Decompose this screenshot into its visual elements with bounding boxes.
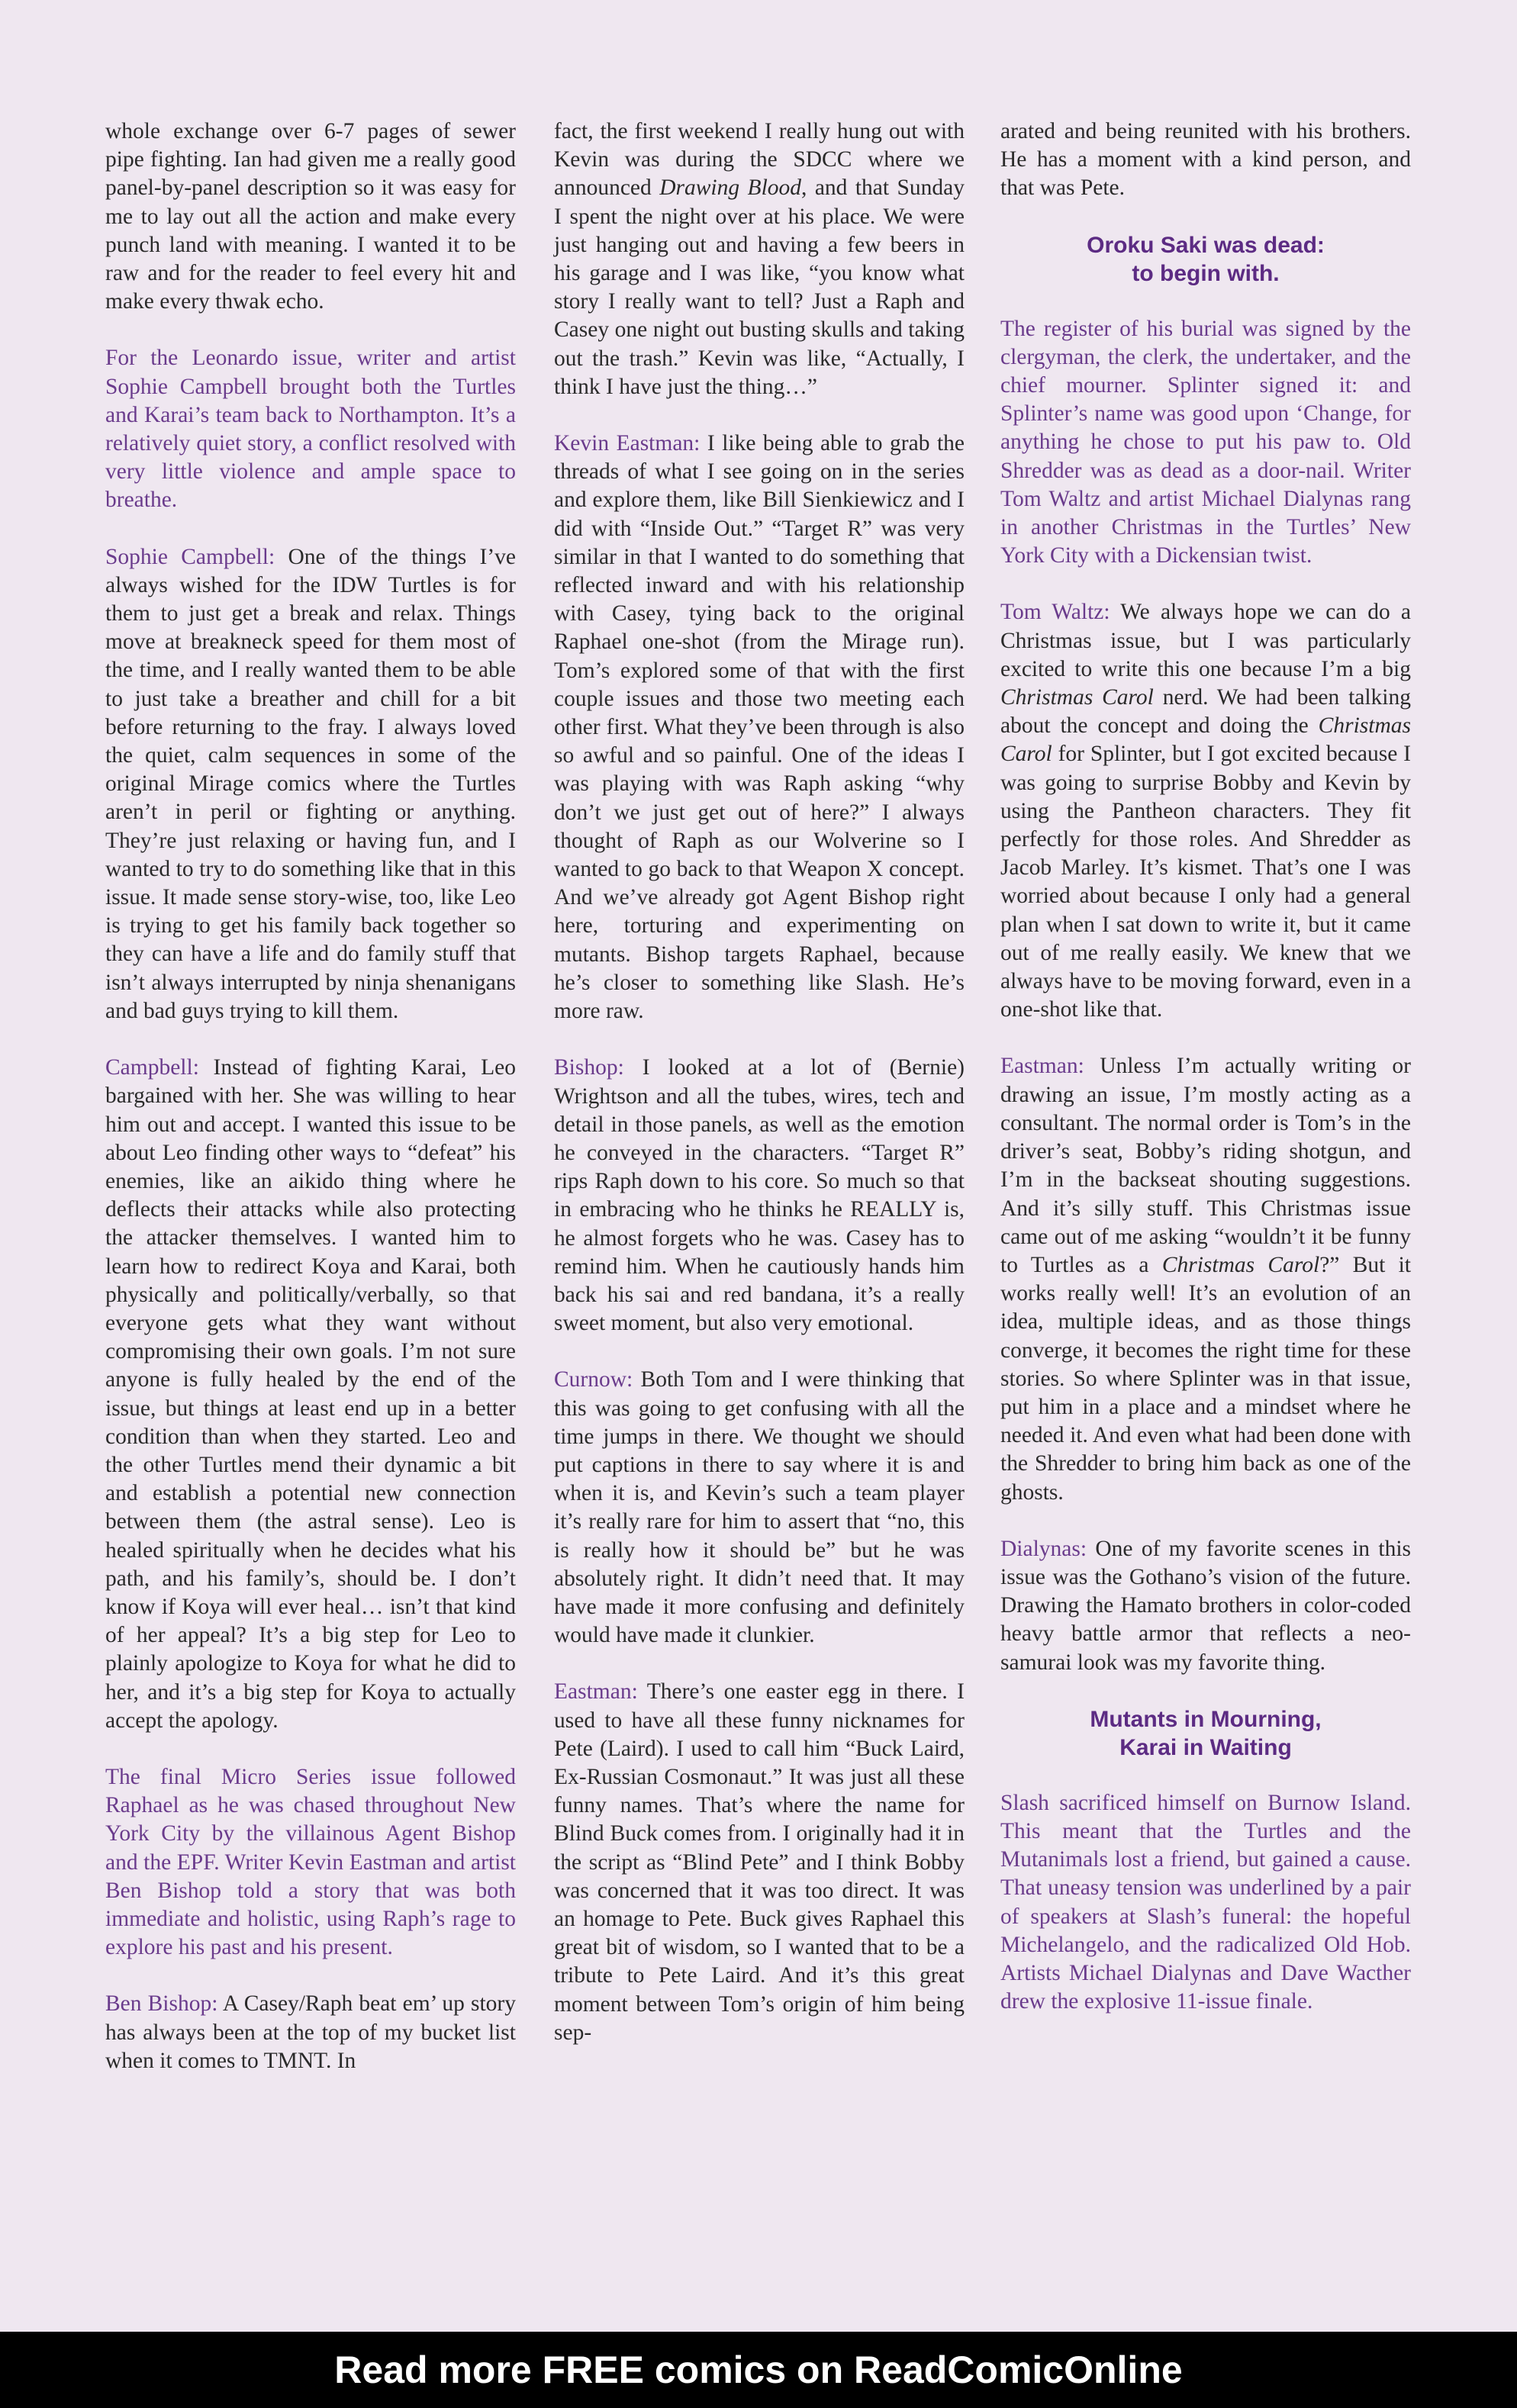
section-intro: Slash sacrificed himself on Burnow Island. This meant that the Turtles and the Mutanimals lost a friend, but gained a cause. That uneasy tension was underlined by a pair of speakers at Slash’s funeral: the hopeful Michelangelo, and the radicalized Old Hob. Artists Michael Dialynas and Dave Wacther drew the explosive 11-issue finale. — [1000, 1790, 1411, 2014]
speaker-name: Bishop: — [554, 1055, 624, 1080]
interview-answer — [105, 1990, 516, 2075]
interview-answer — [554, 1054, 965, 1338]
body-paragraph: whole exchange over 6-7 pages of sewer pipe fighting. Ian had given me a really good panel-by-panel description so it was easy for me to lay out all the action and make every punch land with meaning. I wanted it to be raw and for the reader to feel every hit and make every thwak echo. — [105, 119, 516, 314]
speaker-name: Kevin Eastman: — [554, 431, 701, 456]
interview-answer — [105, 1054, 516, 1735]
speaker-name: Sophie Campbell: — [105, 544, 275, 569]
speaker-name: Eastman: — [1000, 1054, 1084, 1079]
section-intro: The final Micro Series issue followed Raphael as he was chased throughout New York City by the villainous Agent Bishop and the EPF. Writer Kevin Eastman and artist Ben Bishop told a story that was both immediate and holistic, using Raph’s rage to explore his past and his present. — [105, 1764, 516, 1960]
footer-link-text[interactable]: Read more FREE comics on ReadComicOnline — [334, 2348, 1183, 2391]
section-intro: The register of his burial was signed by the clergyman, the clerk, the undertaker, and the chief mourner. Splinter signed it: and Splinter’s name was good upon ‘Change, for anything he chose to put his paw to. Old Shredder was as dead as a door-nail. Writer Tom Waltz and artist Michael Dialynas rang in another Christmas in the Turtles’ New York City with a Dickensian twist. — [1000, 316, 1411, 568]
speaker-name: Ben Bishop: — [105, 1991, 218, 2017]
text-run: We always hope we can do a Christmas issue, but I was particularly excited to write this one because I’m a big — [1000, 600, 1411, 681]
heading-line: Karai in Waiting — [1119, 1734, 1292, 1760]
body-paragraph — [554, 118, 965, 401]
answer-text: There’s one easter egg in there. I used to have all these funny nicknames for Pete (Laird). I used to call him “Buck Laird, Ex-Russian Cosmonaut.” It was just all these funny names. That’s where the name for Blind Buck comes from. I originally had it in the script as “Blind Pete” and I think Bobby was concerned that it was too direct. It was an homage to Pete. Buck gives Raphael this great bit of wisdom, so I wanted that to be a tribute to Pete Laird. And it’s this great moment between Tom’s origin of him being sep- — [554, 1679, 965, 2045]
answer-text: Instead of fighting Karai, Leo bargained with her. She was willing to hear him out and accept. I wanted this issue to be about Leo finding other ways to “defeat” his enemies, like an aikido thing where he deflects their attacks while also protecting the attacker themselves. I wanted him to learn how to redirect Koya and Karai, both physically and politically/verbally, so that everyone gets what they want without compromising their own goals. I’m not sure anyone is fully healed by the end of the issue, but things at least end up in a better condition than when they started. Leo and the other Turtles mend their dynamic a bit and establish a potential new connection between them (the astral sense). Leo is healed spiritually when he decides what his path, and his family’s, should be. I don’t know if Koya will ever heal… isn’t that kind of her appeal? It’s a big step for Leo to plainly apologize to Koya for what he did to her, and it’s a big step for Koya to actually accept the apology. — [105, 1055, 516, 1733]
article-column-2 — [554, 118, 965, 2075]
speaker-name: Dialynas: — [1000, 1536, 1087, 1561]
answer-text: One of the things I’ve always wished for the IDW Turtles is for them to just get a break and relax. Things move at breakneck speed for them most of the time, and I really wanted them to be able to just take a breather and chill for a bit before returning to the fray. I always loved the quiet, calm sequences in some of the original Mirage comics where the Turtles aren’t in peril or fighting or anything. They’re just relaxing or having fun, and I wanted to try to do something like that in this issue. It made sense story-wise, too, like Leo is trying to get his family back together so they can have a life and do family stuff that isn’t always interrupted by ninja shenanigans and bad guys trying to kill them. — [105, 544, 516, 1023]
italic-title: Christmas Carol — [1000, 713, 1411, 767]
interview-answer — [554, 430, 965, 1025]
interview-answer — [554, 1366, 965, 1650]
answer-text: I looked at a lot of (Bernie) Wrightson and all the tubes, wires, tech and detail in those panels, as well as the emotion he conveyed in the characters. “Target R” rips Raph down to his core. So much so that in embracing who he thinks he REALLY is, he almost forgets who he was. Casey has to remind him. When he cautiously hands him back his sai and red bandana, it’s a really sweet moment, but also very emotional. — [554, 1055, 965, 1336]
footer-banner[interactable] — [0, 2332, 1517, 2408]
answer-text: I like being able to grab the threads of what I see going on in the series and explore them, like Bill Sienkiewicz and I did with “Inside Out.” “Target R” was very similar in that I wanted to do something that reflected inward and with his relationship with Casey, tying back to the original Raphael one-shot (from the Mirage run). Tom’s explored some of that with the first couple issues and those two meeting each other first. What they’ve been through is also so awful and so painful. One of the ideas I was playing with was Raph asking “why don’t we just get out of here?” I always thought of Raph as our Wolverine so I wanted to go back to that Weapon X concept. And we’ve already got Agent Bishop right here, torturing and experimenting on mutants. Bishop targets Raphael, because he’s closer to something like Slash. He’s more raw. — [554, 431, 965, 1024]
speaker-name: Campbell: — [105, 1055, 199, 1080]
article-column-1 — [105, 118, 516, 2104]
italic-title: Christmas Carol — [1161, 1252, 1320, 1277]
text-run: nerd. We had been talking about the concept and doing the — [1000, 685, 1411, 739]
interview-answer — [1000, 598, 1411, 1024]
answer-text: One of my favorite scenes in this issue was the Gothano’s vision of the future. Drawing the Hamato brothers in color-coded heavy battle armor that reflects a neo-samurai look was my favorite thing. — [1000, 1536, 1411, 1675]
heading-line: to begin with. — [1132, 260, 1280, 286]
text-run: Unless I’m actually writing or drawing an issue, I’m mostly acting as a consultant. The normal order is Tom’s in the driver’s seat, Bobby’s riding shotgun, and I’m in the backseat shouting suggestions. And it’s silly stuff. This Christmas issue came out of me asking “wouldn’t it be funny to Turtles as a — [1000, 1054, 1411, 1277]
interview-answer — [1000, 1052, 1411, 1506]
interview-answer — [1000, 1535, 1411, 1677]
text-run: for Splinter, but I got excited because I was going to surprise Bobby and Kevin by using the Pantheon characters. They fit perfectly for those roles. And Shredder as Jacob Marley. It’s kismet. That’s one I was worried about because I only had a general plan when I sat down to write it, but it came out of me really easily. We knew that we always have to be moving forward, even in a one-shot like that. — [1000, 742, 1411, 1022]
answer-text: Both Tom and I were thinking that this was going to get confusing with all the time jumps in there. We thought we should put captions in there to say where it is and when it is, and Kevin’s such a team player it’s really rare for him to assert that “no, this is really how it should be” but he was absolutely right. It didn’t need that. It may have made it more confusing and definitely would have made it clunkier. — [554, 1367, 965, 1648]
italic-title: Christmas Carol — [1000, 685, 1154, 710]
interview-answer — [105, 543, 516, 1025]
section-intro: For the Leonardo issue, writer and artist Sophie Campbell brought both the Turtles and Karai’s team back to Northampton. It’s a relatively quiet story, a conflict resolved with very little violence and ample space to breathe. — [105, 346, 516, 513]
text-run: , and that Sunday I spent the night over at his place. We were just hanging out and having a few beers in his garage and I was like, “you know what story I really want to tell? Just a Raph and Casey one night out busting skulls and taking out the trash.” Kevin was like, “Actually, I think I have just the thing…” — [554, 175, 965, 399]
heading-line: Mutants in Mourning, — [1090, 1706, 1322, 1732]
speaker-name: Tom Waltz: — [1000, 600, 1110, 625]
speaker-name: Eastman: — [554, 1679, 638, 1705]
heading-line: Oroku Saki was dead: — [1087, 232, 1325, 258]
section-heading — [1000, 1705, 1411, 1762]
text-run: fact, the first weekend I really hung out with Kevin was during the SDCC where we announced — [554, 119, 965, 201]
text-run: ?” But it works really well! It’s an evolution of an idea, multiple ideas, and as those things converge, it becomes the right time for these stories. So where Splinter was in that issue, put him in a place and a mindset where he needed it. And even what had been done with the Shredder to bring him back as one of the ghosts. — [1000, 1252, 1411, 1505]
interview-answer — [554, 1678, 965, 2047]
answer-text: A Casey/Raph beat em’ up story has always been at the top of my bucket list when it comes to TMNT. In — [105, 1991, 516, 2073]
article-column-3 — [1000, 118, 1411, 2044]
speaker-name: Curnow: — [554, 1367, 633, 1392]
italic-title: Drawing Blood — [659, 175, 802, 201]
section-heading — [1000, 231, 1411, 288]
body-paragraph: arated and being reunited with his brothers. He has a moment with a kind person, and that was Pete. — [1000, 119, 1411, 201]
